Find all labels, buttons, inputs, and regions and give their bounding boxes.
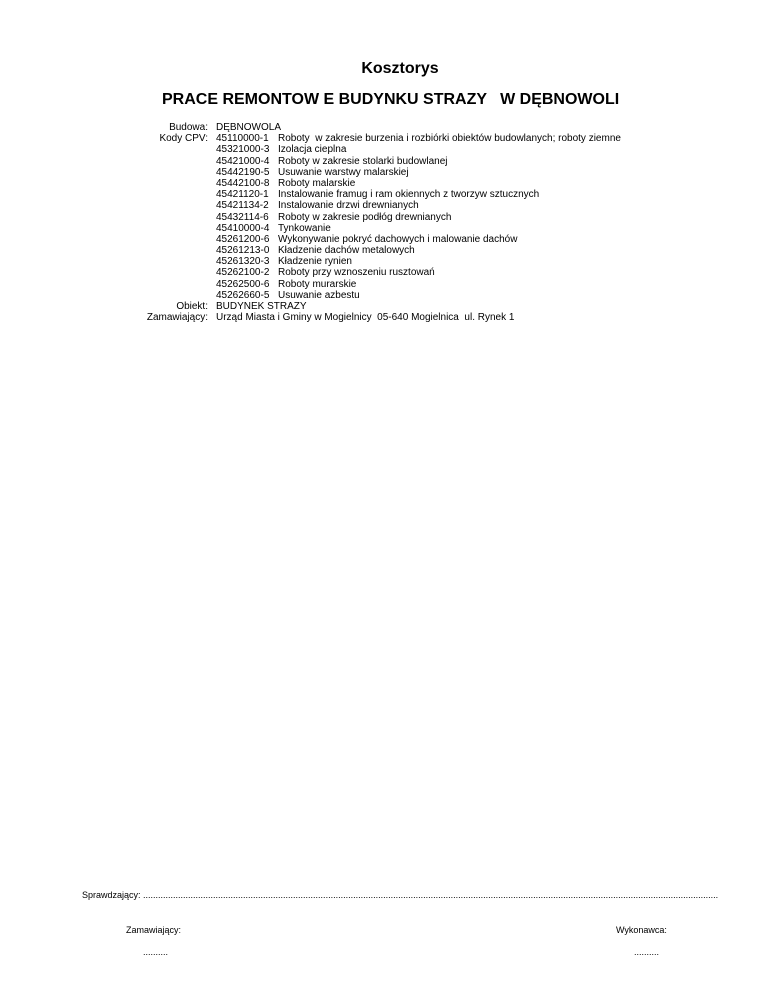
cpv-label-spacer bbox=[0, 290, 216, 301]
cpv-code: 45410000-4 bbox=[216, 222, 270, 234]
cpv-code: 45110000-1 bbox=[216, 133, 269, 145]
budowa-label: Budowa: bbox=[169, 122, 208, 133]
cpv-description: Roboty malarskie bbox=[278, 177, 356, 189]
client-signature-dots: .......... bbox=[143, 947, 169, 957]
cpv-code: 45262660-5 bbox=[216, 289, 270, 301]
cpv-label-spacer bbox=[0, 200, 216, 211]
cpv-code: 45261200-6 bbox=[216, 233, 270, 245]
cpv-label-spacer bbox=[0, 144, 216, 155]
cpv-code: 45261213-0 bbox=[216, 245, 270, 257]
cpv-code: 45262500-6 bbox=[216, 278, 270, 290]
cpv-code: 45262100-2 bbox=[216, 267, 270, 279]
cpv-description: Usuwanie azbestu bbox=[278, 289, 360, 301]
zamawiajacy-row bbox=[0, 312, 621, 323]
cpv-code: 45421120-1 bbox=[216, 189, 269, 201]
cpv-row bbox=[0, 234, 621, 245]
cpv-label-spacer bbox=[0, 245, 216, 256]
cpv-description: Kładzenie dachów metalowych bbox=[278, 245, 415, 257]
cpv-row bbox=[0, 144, 621, 155]
cpv-row bbox=[0, 279, 621, 290]
cpv-label-spacer bbox=[0, 212, 216, 223]
cpv-row bbox=[0, 167, 621, 178]
sprawdzajacy-line: Sprawdzający: ...................................................................................................................................................................................................................................... bbox=[82, 890, 719, 900]
zamawiajacy-value: Urząd Miasta i Gminy w Mogielnicy 05-640 Mogielnica ul. Rynek 1 bbox=[216, 312, 515, 324]
cpv-row bbox=[0, 256, 621, 267]
cpv-row bbox=[0, 178, 621, 189]
obiekt-label: Obiekt: bbox=[176, 301, 208, 312]
cpv-code: 45421134-2 bbox=[216, 200, 269, 212]
cpv-description: Roboty murarskie bbox=[278, 278, 357, 290]
cpv-label-spacer bbox=[0, 279, 216, 290]
cpv-description: Usuwanie warstwy malarskiej bbox=[278, 166, 409, 178]
cpv-code: 45261320-3 bbox=[216, 256, 270, 268]
cpv-description: Instalowanie drzwi drewnianych bbox=[278, 200, 419, 212]
cpv-row bbox=[0, 133, 621, 144]
cpv-code: 45321000-3 bbox=[216, 144, 270, 156]
cpv-description: Izolacja cieplna bbox=[278, 144, 347, 156]
client-signature-label: Zamawiający: bbox=[126, 925, 182, 935]
cpv-label-spacer bbox=[0, 189, 216, 200]
cpv-row bbox=[0, 290, 621, 301]
cpv-row bbox=[0, 267, 621, 278]
document-title: Kosztorys bbox=[361, 60, 439, 77]
cpv-description: Instalowanie framug i ram okiennych z tworzyw sztucznych bbox=[278, 189, 540, 201]
budowa-row bbox=[0, 122, 621, 133]
cpv-list bbox=[0, 133, 621, 301]
cpv-label: Kody CPV: bbox=[159, 133, 208, 145]
obiekt-row bbox=[0, 301, 621, 312]
contractor-signature-dots: .......... bbox=[634, 947, 660, 957]
document-subtitle: PRACE REMONTOW E BUDYNKU STRAZY W DĘBNOWOLI bbox=[162, 91, 620, 108]
cpv-description: Roboty przy wznoszeniu rusztowań bbox=[278, 267, 435, 279]
cpv-label-spacer bbox=[0, 234, 216, 245]
cpv-row bbox=[0, 245, 621, 256]
cpv-description: Tynkowanie bbox=[278, 222, 331, 234]
cpv-label-spacer bbox=[0, 267, 216, 278]
cpv-label-spacer bbox=[0, 178, 216, 189]
cpv-row bbox=[0, 212, 621, 223]
cpv-description: Roboty w zakresie podłóg drewnianych bbox=[278, 211, 452, 223]
cpv-row bbox=[0, 223, 621, 234]
cpv-label-spacer bbox=[0, 223, 216, 234]
cpv-code: 45442190-5 bbox=[216, 166, 270, 178]
cpv-row bbox=[0, 200, 621, 211]
cpv-label-spacer bbox=[0, 156, 216, 167]
cpv-label-spacer bbox=[0, 167, 216, 178]
cpv-row bbox=[0, 156, 621, 167]
cpv-code: 45421000-4 bbox=[216, 155, 270, 167]
zamawiajacy-label: Zamawiający: bbox=[146, 312, 208, 324]
obiekt-value: BUDYNEK STRAZY bbox=[216, 301, 307, 312]
cpv-code: 45432114-6 bbox=[216, 211, 269, 223]
estimate-info bbox=[0, 122, 621, 323]
cpv-description: Wykonywanie pokryć dachowych i malowanie dachów bbox=[278, 233, 518, 245]
cpv-description: Kładzenie rynien bbox=[278, 256, 352, 268]
cpv-description: Roboty w zakresie burzenia i rozbiórki obiektów budowlanych; roboty ziemne bbox=[278, 133, 621, 145]
cpv-code: 45442100-8 bbox=[216, 177, 270, 189]
cpv-description: Roboty w zakresie stolarki budowlanej bbox=[278, 155, 448, 167]
cpv-label-spacer bbox=[0, 256, 216, 267]
budowa-value: DĘBNOWOLA bbox=[216, 122, 282, 133]
contractor-signature-label: Wykonawca: bbox=[616, 925, 667, 935]
cpv-row bbox=[0, 189, 621, 200]
